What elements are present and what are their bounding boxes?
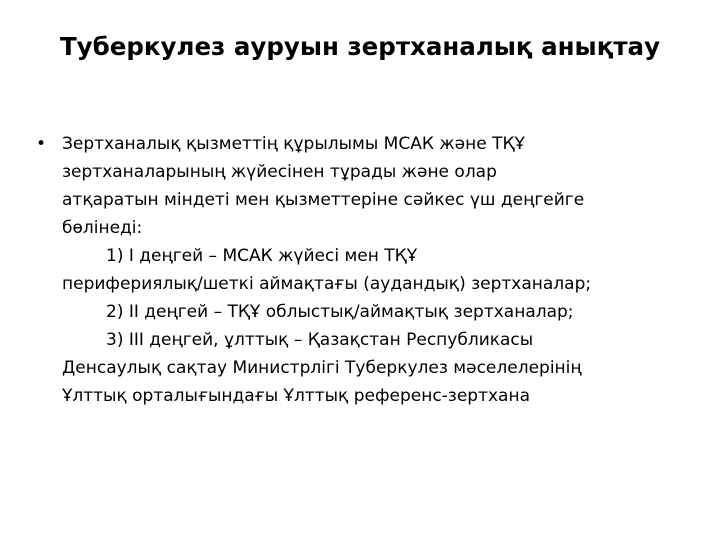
text-line: зертханаларының жүйесінен тұрады және олар [62, 162, 497, 182]
text-line: Зертханалық қызметтің құрылымы МСАК және ТҚҰ [62, 134, 525, 154]
level-2-line: 2) II деңгей – ТҚҰ облыстық/аймақтық зертханалар; [106, 302, 574, 322]
level-1-line: 1) I деңгей – МСАК жүйесі мен ТҚҰ [106, 246, 418, 266]
text-line: перифериялық/шеткі аймақтағы (аудандық) зертханалар; [62, 274, 592, 294]
bullet-marker: • [36, 134, 47, 154]
text-line: бөлінеді: [62, 218, 143, 238]
text-line: Ұлттық орталығындағы Ұлттық референс-зертхана [62, 386, 530, 406]
text-line: атқаратын міндеті мен қызметтеріне сәйкес үш деңгейге [62, 190, 585, 210]
slide-body [36, 130, 696, 410]
bullet-text [62, 130, 696, 410]
slide-title: Туберкулез ауруын зертханалық анықтау [59, 32, 661, 61]
text-line: Денсаулық сақтау Министрлігі Туберкулез мәселелерінің [62, 358, 582, 378]
bullet-item [36, 130, 696, 410]
level-3-line: 3) III деңгей, ұлттық – Қазақстан Республикасы [106, 330, 534, 350]
